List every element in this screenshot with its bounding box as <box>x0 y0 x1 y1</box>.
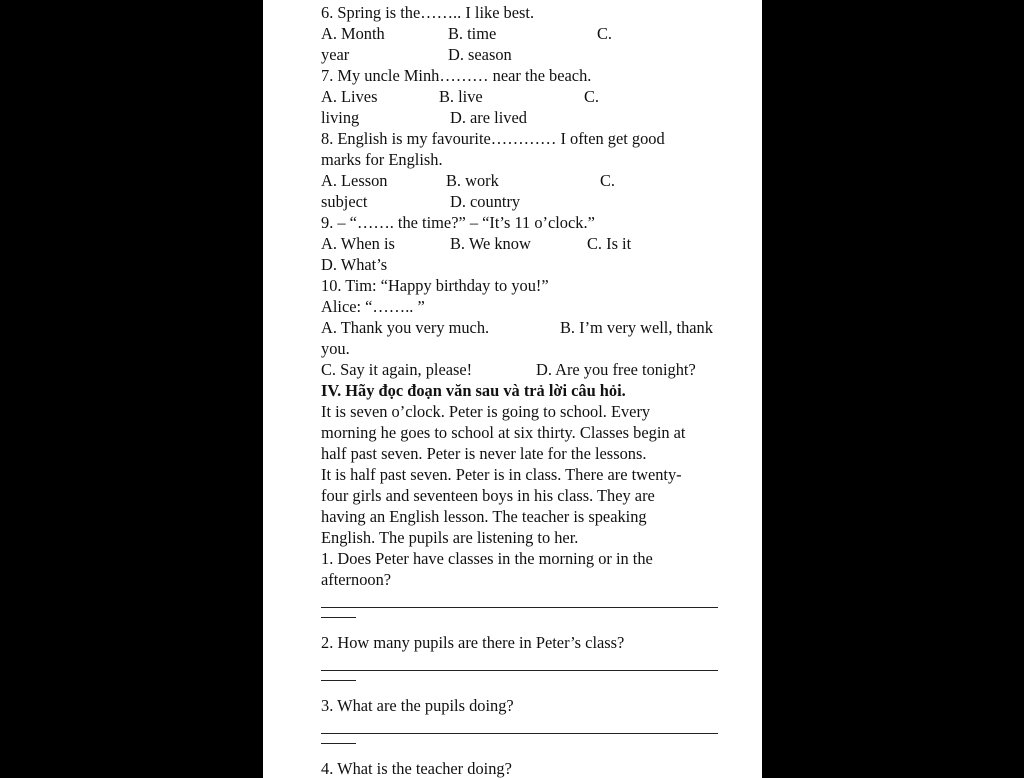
worksheet-content <box>321 2 731 778</box>
question-10-stem-2: Alice: “…….. ” <box>321 297 425 316</box>
question-9-option-b: B. We know <box>450 234 531 253</box>
reading-question-1: 1. Does Peter have classes in the morning or in the <box>321 549 653 568</box>
question-8-option-d: D. country <box>450 192 521 211</box>
section-4-heading: IV. Hãy đọc đoạn văn sau và trả lời câu hỏi. <box>321 381 626 400</box>
question-9-option-a: A. When is <box>321 234 395 253</box>
question-6-stem: 6. Spring is the…….. I like best. <box>321 3 535 22</box>
reading-question-1-wrap: afternoon? <box>321 570 392 589</box>
answer-rule-tail <box>321 680 356 681</box>
answer-rule-tail <box>321 743 356 744</box>
answer-line-2[interactable] <box>321 653 731 674</box>
question-7-option-c-text: living <box>321 108 360 127</box>
answer-rule <box>321 607 718 608</box>
passage-line: half past seven. Peter is never late for the lessons. <box>321 444 647 463</box>
question-8-option-c: C. <box>600 171 616 190</box>
question-6-options <box>321 23 731 44</box>
question-9-option-d: D. What’s <box>321 255 388 274</box>
passage-line: morning he goes to school at six thirty. Classes begin at <box>321 423 686 442</box>
question-6-option-d: D. season <box>448 45 512 64</box>
answer-line-2-tail <box>321 674 731 695</box>
question-9-options <box>321 233 731 254</box>
question-6-option-a: A. Month <box>321 24 385 43</box>
question-10-option-a: A. Thank you very much. <box>321 318 490 337</box>
question-7-option-a: A. Lives <box>321 87 378 106</box>
worksheet-page <box>263 0 762 778</box>
question-8-options-2 <box>321 191 731 212</box>
answer-line-1-tail <box>321 611 731 632</box>
answer-line-1[interactable] <box>321 590 731 611</box>
passage-line: It is half past seven. Peter is in class. There are twenty- <box>321 465 682 484</box>
reading-question-3: 3. What are the pupils doing? <box>321 696 514 715</box>
reading-question-4: 4. What is the teacher doing? <box>321 759 512 778</box>
answer-rule-tail <box>321 617 356 618</box>
question-8-stem-2: marks for English. <box>321 150 443 169</box>
question-7-options-2 <box>321 107 731 128</box>
question-10-options <box>321 317 731 338</box>
reading-question-2: 2. How many pupils are there in Peter’s class? <box>321 633 625 652</box>
question-10-option-b-wrap: you. <box>321 339 350 358</box>
question-6-option-c: C. <box>597 24 613 43</box>
question-6-options-2 <box>321 44 731 65</box>
question-8-option-b: B. work <box>446 171 499 190</box>
answer-line-3-tail <box>321 737 731 758</box>
question-8-option-c-text: subject <box>321 192 368 211</box>
passage-line: It is seven o’clock. Peter is going to school. Every <box>321 402 651 421</box>
question-8-stem: 8. English is my favourite………… I often get good <box>321 129 665 148</box>
passage-line: English. The pupils are listening to her. <box>321 528 579 547</box>
question-9-stem: 9. – “……. the time?” – “It’s 11 o’clock.” <box>321 213 595 232</box>
answer-rule <box>321 733 718 734</box>
answer-line-3[interactable] <box>321 716 731 737</box>
question-10-stem: 10. Tim: “Happy birthday to you!” <box>321 276 549 295</box>
question-7-option-b: B. live <box>439 87 483 106</box>
question-10-option-d: D. Are you free tonight? <box>536 360 696 379</box>
question-10-options-2 <box>321 359 731 380</box>
question-6-option-c-text: year <box>321 45 350 64</box>
passage-line: having an English lesson. The teacher is speaking <box>321 507 647 526</box>
question-7-options <box>321 86 731 107</box>
question-6-option-b: B. time <box>448 24 497 43</box>
question-7-stem: 7. My uncle Minh……… near the beach. <box>321 66 592 85</box>
question-7-option-d: D. are lived <box>450 108 527 127</box>
question-10-option-c: C. Say it again, please! <box>321 360 473 379</box>
question-8-option-a: A. Lesson <box>321 171 388 190</box>
question-10-option-b: B. I’m very well, thank <box>560 318 713 337</box>
question-8-options <box>321 170 731 191</box>
question-9-option-c: C. Is it <box>587 234 632 253</box>
answer-rule <box>321 670 718 671</box>
passage-line: four girls and seventeen boys in his class. They are <box>321 486 655 505</box>
question-7-option-c: C. <box>584 87 600 106</box>
